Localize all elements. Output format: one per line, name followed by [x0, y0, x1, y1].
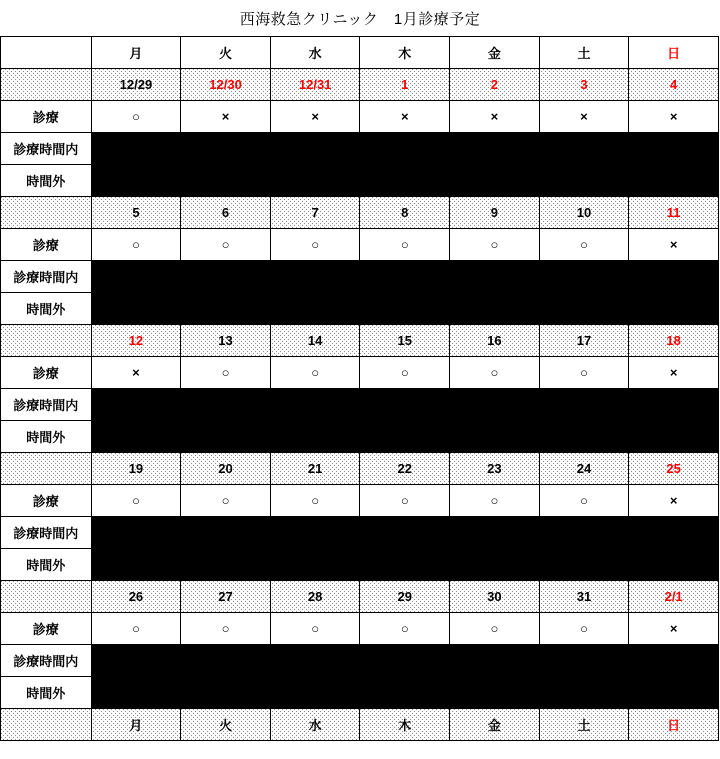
status-cell: ○	[450, 229, 540, 261]
date-cell: 7	[270, 197, 360, 229]
row-label-shinryo: 診療	[1, 485, 92, 517]
within-hours-row-week5	[1, 645, 719, 677]
after-hours-block	[91, 165, 718, 197]
status-row-week5	[1, 613, 719, 645]
status-cell: ○	[539, 485, 629, 517]
weekday-header-wed: 水	[270, 37, 360, 69]
date-cell: 6	[181, 197, 271, 229]
date-cell: 18	[629, 325, 719, 357]
status-cell: ○	[91, 101, 181, 133]
date-row-label-week3	[1, 325, 92, 357]
date-cell: 15	[360, 325, 450, 357]
date-cell: 31	[539, 581, 629, 613]
status-cell: ○	[181, 613, 271, 645]
status-cell: ×	[629, 357, 719, 389]
after-hours-block	[91, 549, 718, 581]
row-label-after-hours: 時間外	[1, 293, 92, 325]
row-label-within-hours: 診療時間内	[1, 389, 92, 421]
row-label-shinryo: 診療	[1, 357, 92, 389]
date-row-week4	[1, 453, 719, 485]
status-cell: ○	[360, 229, 450, 261]
date-row-label-week4	[1, 453, 92, 485]
date-row-label-week2	[1, 197, 92, 229]
status-cell: ×	[91, 357, 181, 389]
date-cell: 30	[450, 581, 540, 613]
status-cell: ○	[450, 613, 540, 645]
status-cell: ○	[270, 485, 360, 517]
status-cell: ○	[539, 613, 629, 645]
date-cell: 11	[629, 197, 719, 229]
row-label-shinryo: 診療	[1, 229, 92, 261]
date-cell: 12/29	[91, 69, 181, 101]
within-hours-block	[91, 389, 718, 421]
weekday-header-sat: 土	[539, 37, 629, 69]
date-cell: 12/31	[270, 69, 360, 101]
status-row-week1	[1, 101, 719, 133]
date-cell: 3	[539, 69, 629, 101]
date-cell: 26	[91, 581, 181, 613]
row-label-within-hours: 診療時間内	[1, 645, 92, 677]
date-cell: 29	[360, 581, 450, 613]
after-hours-row-week2	[1, 293, 719, 325]
date-cell: 24	[539, 453, 629, 485]
date-cell: 23	[450, 453, 540, 485]
within-hours-row-week3	[1, 389, 719, 421]
after-hours-row-week4	[1, 549, 719, 581]
date-cell: 13	[181, 325, 271, 357]
row-label-after-hours: 時間外	[1, 677, 92, 709]
row-label-shinryo: 診療	[1, 101, 92, 133]
date-cell: 14	[270, 325, 360, 357]
after-hours-row-week1	[1, 165, 719, 197]
row-label-within-hours: 診療時間内	[1, 517, 92, 549]
status-cell: ○	[539, 229, 629, 261]
date-row-week2	[1, 197, 719, 229]
weekday-footer-corner	[1, 709, 92, 741]
status-cell: ○	[360, 357, 450, 389]
weekday-header-row	[1, 37, 719, 69]
within-hours-row-week1	[1, 133, 719, 165]
weekday-footer-tue: 火	[181, 709, 271, 741]
weekday-footer-sun: 日	[629, 709, 719, 741]
date-cell: 20	[181, 453, 271, 485]
status-cell: ○	[360, 613, 450, 645]
date-cell: 12	[91, 325, 181, 357]
date-cell: 27	[181, 581, 271, 613]
status-cell: ○	[270, 613, 360, 645]
weekday-footer-mon: 月	[91, 709, 181, 741]
schedule-table	[0, 36, 719, 741]
row-label-within-hours: 診療時間内	[1, 261, 92, 293]
status-cell: ○	[539, 357, 629, 389]
within-hours-block	[91, 133, 718, 165]
within-hours-block	[91, 261, 718, 293]
after-hours-block	[91, 677, 718, 709]
within-hours-row-week4	[1, 517, 719, 549]
date-row-week3	[1, 325, 719, 357]
date-cell: 28	[270, 581, 360, 613]
status-cell: ×	[181, 101, 271, 133]
date-cell: 22	[360, 453, 450, 485]
status-cell: ○	[181, 485, 271, 517]
date-cell: 16	[450, 325, 540, 357]
status-cell: ○	[181, 229, 271, 261]
status-cell: ○	[181, 357, 271, 389]
weekday-footer-sat: 土	[539, 709, 629, 741]
status-cell: ×	[629, 485, 719, 517]
status-cell: ×	[539, 101, 629, 133]
row-label-after-hours: 時間外	[1, 165, 92, 197]
date-cell: 25	[629, 453, 719, 485]
status-cell: ○	[91, 229, 181, 261]
after-hours-row-week3	[1, 421, 719, 453]
weekday-footer-row	[1, 709, 719, 741]
date-cell: 1	[360, 69, 450, 101]
status-cell: ×	[629, 613, 719, 645]
weekday-footer-fri: 金	[450, 709, 540, 741]
weekday-footer-wed: 水	[270, 709, 360, 741]
date-cell: 8	[360, 197, 450, 229]
page-title: 西海救急クリニック 1月診療予定	[239, 10, 481, 28]
weekday-header-thu: 木	[360, 37, 450, 69]
date-row-label-week5	[1, 581, 92, 613]
status-row-week4	[1, 485, 719, 517]
date-cell: 17	[539, 325, 629, 357]
status-cell: ×	[270, 101, 360, 133]
date-cell: 4	[629, 69, 719, 101]
status-cell: ○	[270, 357, 360, 389]
date-cell: 5	[91, 197, 181, 229]
page-title-bar	[0, 0, 720, 36]
status-cell: ×	[360, 101, 450, 133]
status-row-week2	[1, 229, 719, 261]
status-cell: ○	[91, 613, 181, 645]
after-hours-block	[91, 421, 718, 453]
date-cell: 10	[539, 197, 629, 229]
within-hours-block	[91, 645, 718, 677]
status-cell: ○	[270, 229, 360, 261]
status-cell: ○	[91, 485, 181, 517]
status-cell: ○	[450, 357, 540, 389]
status-cell: ×	[629, 229, 719, 261]
status-cell: ○	[450, 485, 540, 517]
status-cell: ×	[450, 101, 540, 133]
date-cell: 2	[450, 69, 540, 101]
after-hours-block	[91, 293, 718, 325]
row-label-after-hours: 時間外	[1, 421, 92, 453]
status-cell: ○	[360, 485, 450, 517]
after-hours-row-week5	[1, 677, 719, 709]
date-row-week5	[1, 581, 719, 613]
weekday-header-tue: 火	[181, 37, 271, 69]
row-label-after-hours: 時間外	[1, 549, 92, 581]
date-row-label-week1	[1, 69, 92, 101]
date-row-week1	[1, 69, 719, 101]
within-hours-block	[91, 517, 718, 549]
row-label-shinryo: 診療	[1, 613, 92, 645]
date-cell: 19	[91, 453, 181, 485]
date-cell: 21	[270, 453, 360, 485]
date-cell: 2/1	[629, 581, 719, 613]
status-row-week3	[1, 357, 719, 389]
weekday-header-fri: 金	[450, 37, 540, 69]
row-label-within-hours: 診療時間内	[1, 133, 92, 165]
date-cell: 9	[450, 197, 540, 229]
weekday-header-sun: 日	[629, 37, 719, 69]
date-cell: 12/30	[181, 69, 271, 101]
within-hours-row-week2	[1, 261, 719, 293]
weekday-header-mon: 月	[91, 37, 181, 69]
weekday-header-corner	[1, 37, 92, 69]
weekday-footer-thu: 木	[360, 709, 450, 741]
status-cell: ×	[629, 101, 719, 133]
